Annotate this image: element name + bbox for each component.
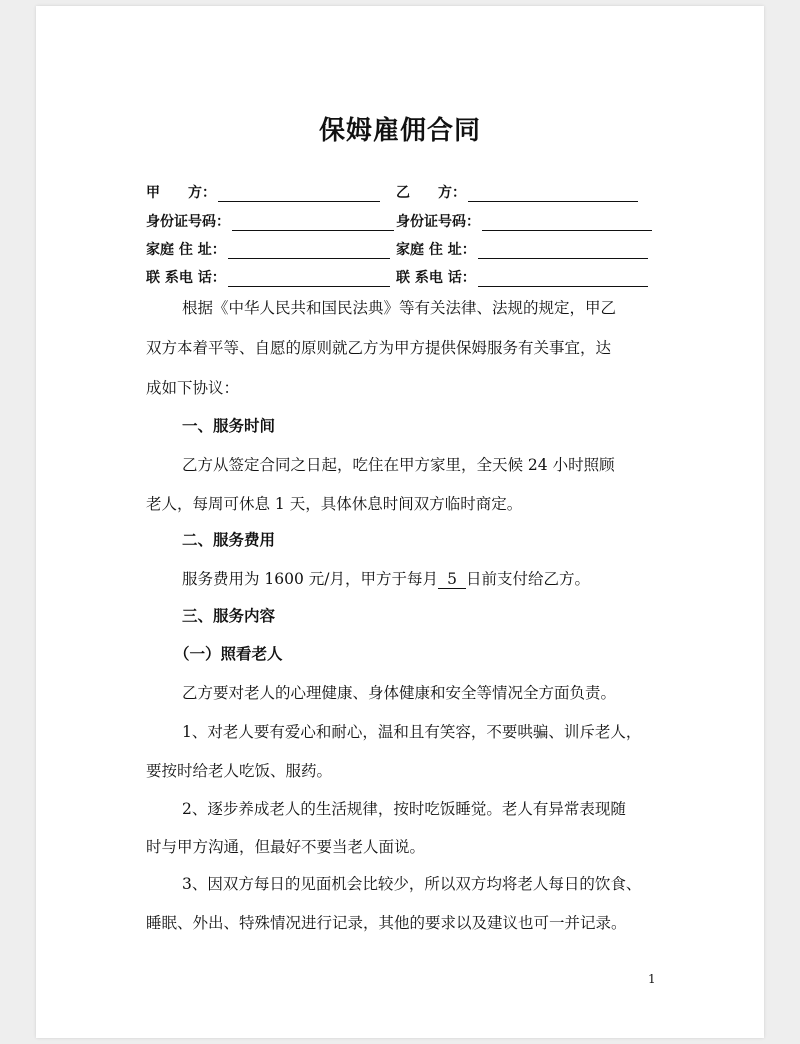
phone-a-field	[146, 267, 390, 287]
section-2-heading: 二、服务费用	[182, 531, 276, 549]
party-a-blank	[218, 185, 380, 202]
intro-line-1: 根据《中华人民共和国民法典》等有关法律、法规的规定，甲乙	[182, 299, 617, 317]
section-3-heading: 三、服务内容	[182, 607, 276, 625]
section-3-p2-line-2: 时与甲方沟通，但最好不要当老人面说。	[146, 838, 426, 856]
section-2-text	[182, 567, 694, 589]
address-a-blank	[228, 242, 390, 259]
intro-line-3: 成如下协议：	[146, 379, 240, 397]
section-3-p1-line-2: 要按时给老人吃饭、服药。	[146, 762, 333, 780]
section-3-p3-line-2: 睡眠、外出、特殊情况进行记录，其他的要求以及建议也可一并记录。	[146, 914, 627, 932]
id-a-label: 身份证号码：	[146, 214, 230, 230]
phone-a-blank	[228, 270, 390, 287]
section-3-p3-line-1: 3、因双方每日的见面机会比较少，所以双方均将老人每日的饮食、	[182, 875, 642, 893]
address-a-label: 家庭 住 址：	[146, 242, 226, 258]
party-row-4	[146, 267, 666, 289]
intro-line-2: 双方本着平等、自愿的原则就乙方为甲方提供保姆服务有关事宜，达	[146, 339, 612, 357]
phone-b-blank	[478, 270, 648, 287]
party-row-1	[146, 182, 666, 204]
party-b-field	[396, 182, 638, 202]
party-b-label: 乙 方：	[396, 185, 466, 201]
address-b-blank	[478, 242, 648, 259]
fee-text-after: 日前支付给乙方。	[466, 570, 591, 588]
document-title: 保姆雇佣合同	[318, 116, 481, 146]
phone-b-label: 联 系电 话：	[396, 270, 476, 286]
section-3-p1-line-1: 1、对老人要有爱心和耐心，温和且有笑容，不要哄骗、训斥老人，	[182, 723, 642, 741]
fee-text-before: 服务费用为 1600 元/月，甲方于每月	[182, 570, 439, 588]
subsection-1-heading: （一）照看老人	[174, 644, 283, 663]
party-a-label: 甲 方：	[146, 185, 216, 201]
phone-b-field	[396, 267, 648, 287]
party-a-field	[146, 182, 380, 202]
party-b-blank	[468, 185, 638, 202]
pay-day-value: 5	[438, 570, 466, 589]
party-row-2	[146, 211, 666, 233]
address-a-field	[146, 239, 390, 259]
section-3-p0: 乙方要对老人的心理健康、身体健康和安全等情况全方面负责。	[182, 684, 617, 702]
id-b-blank	[482, 214, 652, 231]
id-b-field	[396, 211, 652, 231]
document-page	[36, 6, 764, 1038]
id-a-field	[146, 211, 394, 231]
section-3-p2-line-1: 2、逐步养成老人的生活规律，按时吃饭睡觉。老人有异常表现随	[182, 800, 626, 818]
phone-a-label: 联 系电 话：	[146, 270, 226, 286]
address-b-field	[396, 239, 648, 259]
id-a-blank	[232, 214, 394, 231]
section-1-heading: 一、服务时间	[182, 417, 276, 435]
section-1-line-1: 乙方从签定合同之日起，吃住在甲方家里，全天候 24 小时照顾	[182, 456, 615, 474]
section-1-line-2: 老人，每周可休息 1 天，具体休息时间双方临时商定。	[146, 495, 523, 513]
party-row-3	[146, 239, 666, 261]
id-b-label: 身份证号码：	[396, 214, 480, 230]
address-b-label: 家庭 住 址：	[396, 242, 476, 258]
page-number: 1	[648, 972, 656, 986]
